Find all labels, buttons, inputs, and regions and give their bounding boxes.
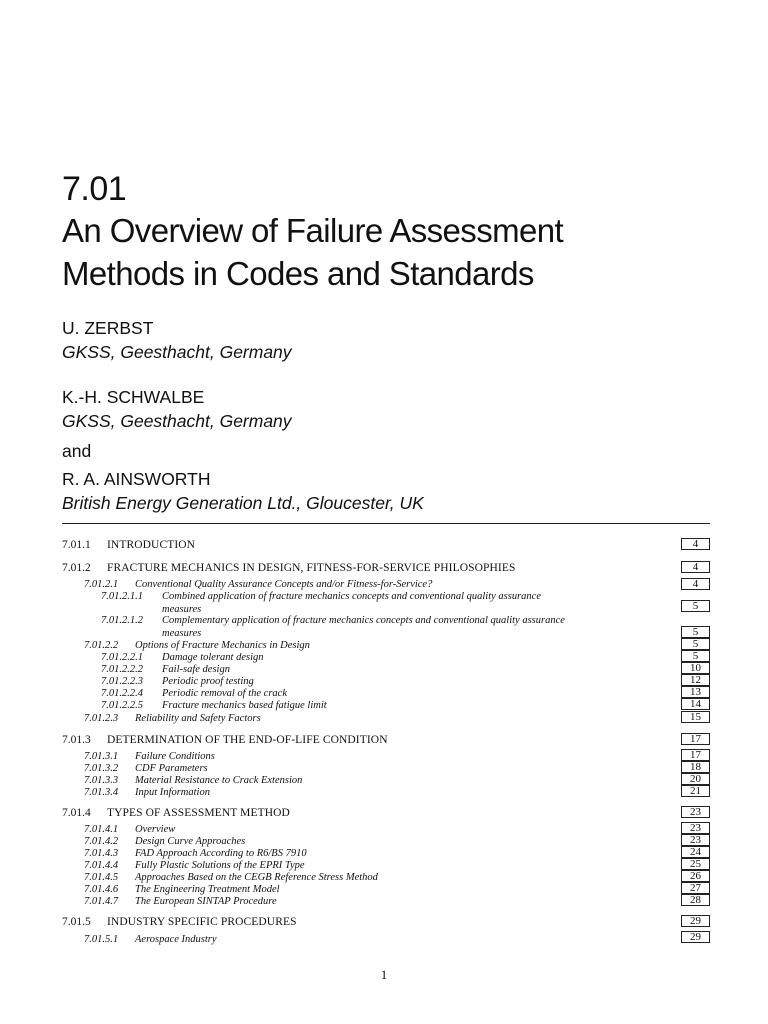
author-name: K.-H. SCHWALBE bbox=[62, 387, 205, 407]
toc-subsubsection-title: Damage tolerant design bbox=[162, 652, 264, 663]
toc-page-box[interactable]: 28 bbox=[681, 894, 710, 906]
toc-section-title: FRACTURE MECHANICS IN DESIGN, FITNESS-FOR-SERVICE PHILOSOPHIES bbox=[107, 562, 516, 574]
chapter-number: 7.01 bbox=[62, 170, 127, 208]
toc-subsection-number: 7.01.4.4 bbox=[84, 860, 119, 871]
toc-subsection-number: 7.01.4.2 bbox=[84, 836, 119, 847]
toc-section[interactable] bbox=[0, 916, 768, 928]
toc-subsection-title: The European SINTAP Procedure bbox=[135, 896, 277, 907]
toc-subsection-number: 7.01.3.4 bbox=[84, 787, 119, 798]
toc-page-box[interactable]: 23 bbox=[681, 822, 710, 834]
toc-page-box[interactable]: 21 bbox=[681, 785, 710, 797]
toc-subsection[interactable] bbox=[0, 848, 768, 860]
page-number: 1 bbox=[380, 967, 388, 982]
toc-subsubsection-number: 7.01.2.1.2 bbox=[101, 615, 143, 626]
toc-page-box[interactable]: 5 bbox=[681, 600, 710, 612]
toc-page-box[interactable]: 18 bbox=[681, 761, 710, 773]
toc-section-number: 7.01.1 bbox=[62, 539, 91, 551]
toc-subsubsection-title: Complementary application of fracture mechanics concepts and conventional quality assurance bbox=[162, 615, 565, 626]
toc-section-title: INDUSTRY SPECIFIC PROCEDURES bbox=[107, 916, 297, 928]
toc-subsection[interactable] bbox=[0, 579, 768, 591]
toc-subsection-number: 7.01.2.3 bbox=[84, 713, 119, 724]
toc-subsection-title: Fully Plastic Solutions of the EPRI Type bbox=[135, 860, 305, 871]
toc-page-box[interactable]: 5 bbox=[681, 650, 710, 662]
toc-subsection-number: 7.01.4.6 bbox=[84, 884, 119, 895]
toc-continuation-text: measures bbox=[162, 604, 202, 615]
toc-subsection-title: Approaches Based on the CEGB Reference Stress Method bbox=[135, 872, 378, 883]
author-affiliation: British Energy Generation Ltd., Gloucester, UK bbox=[62, 493, 424, 513]
toc-subsection[interactable] bbox=[0, 896, 768, 908]
toc-subsection[interactable] bbox=[0, 763, 768, 775]
author-affiliation: GKSS, Geesthacht, Germany bbox=[62, 411, 292, 431]
toc-subsection-number: 7.01.4.5 bbox=[84, 872, 119, 883]
toc-subsection-number: 7.01.4.7 bbox=[84, 896, 119, 907]
toc-subsection-number: 7.01.3.1 bbox=[84, 751, 119, 762]
toc-page-box[interactable]: 4 bbox=[681, 561, 710, 573]
toc-section[interactable] bbox=[0, 539, 768, 551]
toc-subsection-title: Failure Conditions bbox=[135, 751, 215, 762]
toc-subsubsection-number: 7.01.2.2.3 bbox=[101, 676, 143, 687]
toc-subsubsection-number: 7.01.2.2.1 bbox=[101, 652, 143, 663]
toc-subsection[interactable] bbox=[0, 872, 768, 884]
toc-continuation-text: measures bbox=[162, 628, 202, 639]
toc-page-box[interactable]: 5 bbox=[681, 626, 710, 638]
toc-subsection-title: Material Resistance to Crack Extension bbox=[135, 775, 303, 786]
toc-page-box[interactable]: 24 bbox=[681, 846, 710, 858]
toc-subsubsection[interactable] bbox=[0, 676, 768, 688]
toc-subsection-number: 7.01.5.1 bbox=[84, 934, 119, 945]
toc-page-box[interactable]: 10 bbox=[681, 662, 710, 674]
toc-page-box[interactable]: 13 bbox=[681, 686, 710, 698]
toc-subsection-title: The Engineering Treatment Model bbox=[135, 884, 280, 895]
toc-page-box[interactable]: 14 bbox=[681, 698, 710, 710]
toc-subsection-number: 7.01.4.1 bbox=[84, 824, 119, 835]
toc-section[interactable] bbox=[0, 807, 768, 819]
toc-page-box[interactable]: 17 bbox=[681, 733, 710, 745]
toc-page-box[interactable]: 20 bbox=[681, 773, 710, 785]
toc-subsubsection[interactable] bbox=[0, 591, 768, 603]
toc-subsection[interactable] bbox=[0, 860, 768, 872]
toc-subsubsection-number: 7.01.2.2.2 bbox=[101, 664, 143, 675]
author-connector: and bbox=[62, 441, 92, 461]
toc-subsection-title: Reliability and Safety Factors bbox=[135, 713, 261, 724]
toc-subsubsection[interactable] bbox=[0, 652, 768, 664]
toc-subsubsection-title: Periodic proof testing bbox=[162, 676, 254, 687]
toc-subsection-title: Input Information bbox=[135, 787, 210, 798]
toc-section-number: 7.01.5 bbox=[62, 916, 91, 928]
toc-subsubsection[interactable] bbox=[0, 700, 768, 712]
toc-page-box[interactable]: 15 bbox=[681, 711, 710, 723]
toc-subsubsection-number: 7.01.2.2.5 bbox=[101, 700, 143, 711]
toc-subsection[interactable] bbox=[0, 787, 768, 799]
toc-page-box[interactable]: 23 bbox=[681, 834, 710, 846]
toc-page-box[interactable]: 4 bbox=[681, 578, 710, 590]
toc-subsection-title: Aerospace Industry bbox=[135, 934, 217, 945]
toc-subsection[interactable] bbox=[0, 713, 768, 725]
chapter-title-continued: Methods in Codes and Standards bbox=[62, 255, 534, 292]
author-name: U. ZERBST bbox=[62, 318, 154, 338]
toc-section-title: TYPES OF ASSESSMENT METHOD bbox=[107, 807, 290, 819]
toc-subsection-title: CDF Parameters bbox=[135, 763, 208, 774]
toc-page-box[interactable]: 5 bbox=[681, 638, 710, 650]
toc-section-title: DETERMINATION OF THE END-OF-LIFE CONDITION bbox=[107, 734, 388, 746]
toc-subsection[interactable] bbox=[0, 640, 768, 652]
toc-subsubsection-number: 7.01.2.1.1 bbox=[101, 591, 143, 602]
toc-subsubsection-title: Combined application of fracture mechanics concepts and conventional quality assurance bbox=[162, 591, 541, 602]
toc-section-number: 7.01.3 bbox=[62, 734, 91, 746]
toc-continuation[interactable] bbox=[0, 628, 768, 640]
toc-page-box[interactable]: 29 bbox=[681, 915, 710, 927]
toc-page-box[interactable]: 23 bbox=[681, 806, 710, 818]
toc-subsection[interactable] bbox=[0, 884, 768, 896]
toc-subsection-number: 7.01.2.2 bbox=[84, 640, 119, 651]
toc-subsection-number: 7.01.3.2 bbox=[84, 763, 119, 774]
toc-subsection[interactable] bbox=[0, 836, 768, 848]
toc-subsection-title: Conventional Quality Assurance Concepts and/or Fitness-for-Service? bbox=[135, 579, 433, 590]
toc-section-number: 7.01.2 bbox=[62, 562, 91, 574]
toc-section[interactable] bbox=[0, 734, 768, 746]
toc-page-box[interactable]: 27 bbox=[681, 882, 710, 894]
toc-subsection-title: Design Curve Approaches bbox=[135, 836, 246, 847]
toc-subsection-title: Overview bbox=[135, 824, 176, 835]
toc-page-box[interactable]: 12 bbox=[681, 674, 710, 686]
toc-section[interactable] bbox=[0, 562, 768, 574]
toc-subsection-title: Options of Fracture Mechanics in Design bbox=[135, 640, 310, 651]
author-affiliation: GKSS, Geesthacht, Germany bbox=[62, 342, 292, 362]
toc-subsection-title: FAD Approach According to R6/BS 7910 bbox=[135, 848, 307, 859]
toc-subsubsection-title: Periodic removal of the crack bbox=[162, 688, 287, 699]
toc-page-box[interactable]: 25 bbox=[681, 858, 710, 870]
toc-subsubsection[interactable] bbox=[0, 688, 768, 700]
toc-subsubsection-number: 7.01.2.2.4 bbox=[101, 688, 143, 699]
header-divider bbox=[62, 523, 710, 524]
toc-subsection[interactable] bbox=[0, 751, 768, 763]
toc-subsection-number: 7.01.2.1 bbox=[84, 579, 119, 590]
toc-subsubsection-title: Fail-safe design bbox=[162, 664, 230, 675]
toc-page-box[interactable]: 29 bbox=[681, 931, 710, 943]
chapter-title: An Overview of Failure Assessment bbox=[62, 212, 564, 249]
toc-subsubsection-title: Fracture mechanics based fatigue limit bbox=[162, 700, 327, 711]
toc-subsubsection[interactable] bbox=[0, 664, 768, 676]
author-name: R. A. AINSWORTH bbox=[62, 469, 211, 489]
toc-page-box[interactable]: 17 bbox=[681, 749, 710, 761]
toc-subsection[interactable] bbox=[0, 824, 768, 836]
toc-page-box[interactable]: 4 bbox=[681, 538, 710, 550]
toc-section-number: 7.01.4 bbox=[62, 807, 91, 819]
toc-page-box[interactable]: 26 bbox=[681, 870, 710, 882]
toc-subsection-number: 7.01.4.3 bbox=[84, 848, 119, 859]
toc-subsubsection[interactable] bbox=[0, 615, 768, 627]
toc-subsection-number: 7.01.3.3 bbox=[84, 775, 119, 786]
toc-subsection[interactable] bbox=[0, 775, 768, 787]
toc-subsection[interactable] bbox=[0, 931, 768, 946]
toc-section-title: INTRODUCTION bbox=[107, 539, 196, 551]
